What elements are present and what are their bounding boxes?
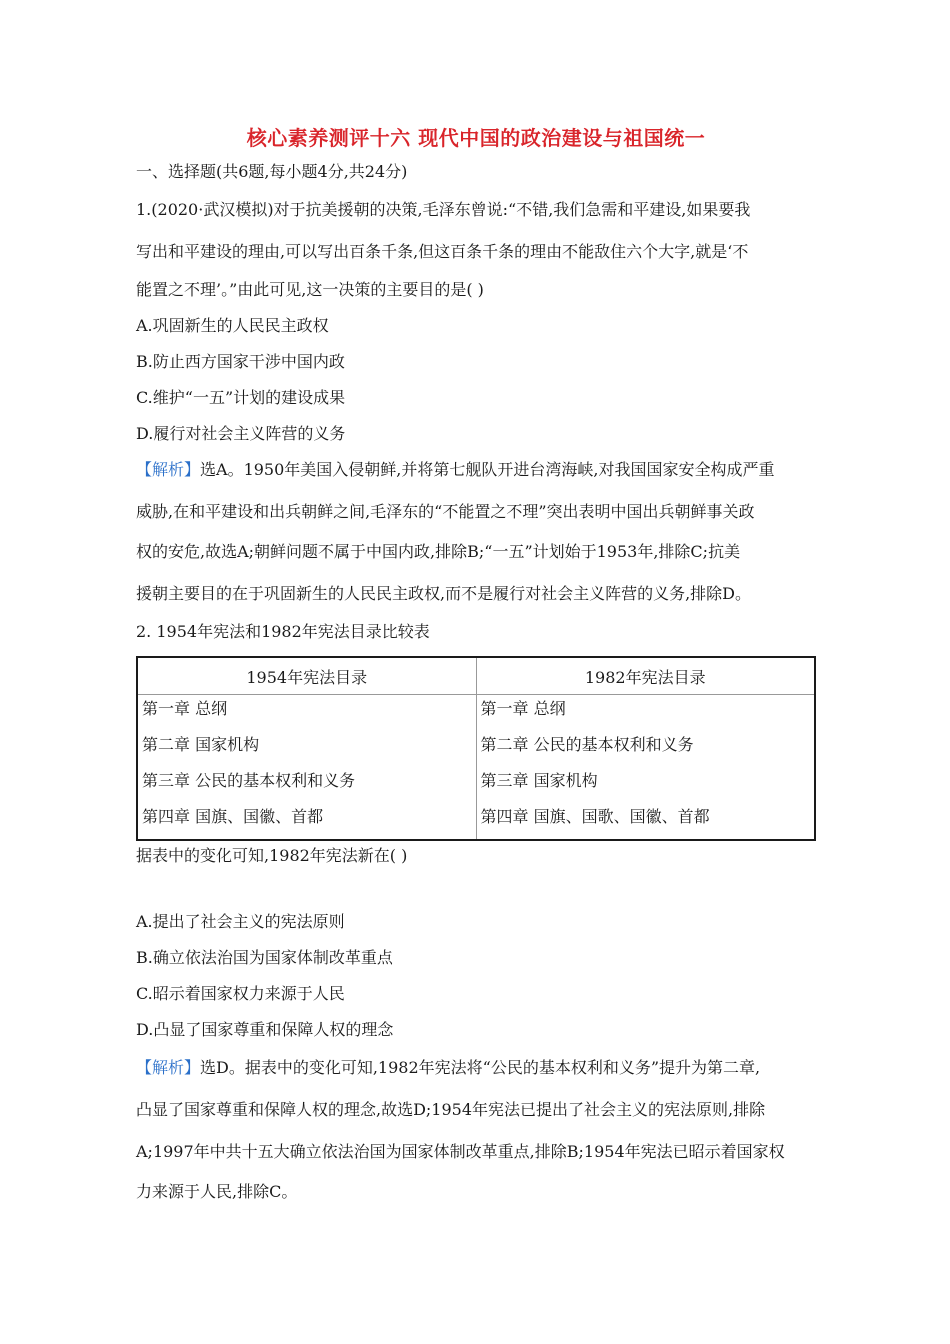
chapter-item: 第三章 国家机构 [480, 771, 598, 790]
q2-option-c: C.昭示着国家权力来源于人民 [136, 984, 345, 1003]
q1-option-c: C.维护“一五”计划的建设成果 [136, 388, 346, 407]
q1-stem-line: 写出和平建设的理由,可以写出百条千条,但这百条千条的理由不能敌住六个大字,就是‘不 [136, 242, 749, 261]
analysis-tag: 【解析】 [136, 460, 201, 479]
table-cell-1954 [137, 695, 476, 841]
table-cell-1982 [476, 695, 815, 841]
q2-option-b: B.确立依法治国为国家体制改革重点 [136, 948, 393, 967]
analysis-text: 选D。据表中的变化可知,1982年宪法将“公民的基本权利和义务”提升为第二章, [200, 1058, 761, 1077]
q2-analysis-line: 力来源于人民,排除C。 [136, 1182, 298, 1201]
q1-analysis-line: 援朝主要目的在于巩固新生的人民民主政权,而不是履行对社会主义阵营的义务,排除D。 [136, 584, 752, 603]
q2-option-a: A.提出了社会主义的宪法原则 [136, 912, 345, 931]
table-row [137, 695, 815, 841]
chapter-item: 第二章 公民的基本权利和义务 [480, 735, 694, 754]
q2-analysis-line: 凸显了国家尊重和保障人权的理念,故选D;1954年宪法已提出了社会主义的宪法原则,排除 [136, 1100, 766, 1119]
chapter-item: 第一章 总纲 [480, 699, 566, 718]
chapter-item: 第四章 国旗、国徽、首都 [142, 807, 324, 826]
q1-stem-line: 1.(2020·武汉模拟)对于抗美援朝的决策,毛泽东曾说:“不错,我们急需和平建设,如果要我 [136, 200, 751, 219]
q1-analysis-line [136, 458, 816, 482]
table-header-row [137, 657, 815, 695]
section-heading: 一、选择题(共6题,每小题4分,共24分) [136, 162, 408, 181]
q2-intro: 2. 1954年宪法和1982年宪法目录比较表 [136, 622, 430, 641]
analysis-tag: 【解析】 [136, 1058, 201, 1077]
q1-analysis-line: 权的安危,故选A;朝鲜问题不属于中国内政,排除B;“一五”计划始于1953年,排除C;抗美 [136, 542, 741, 561]
q2-stem: 据表中的变化可知,1982年宪法新在( ) [136, 846, 408, 865]
table-header-1982: 1982年宪法目录 [476, 657, 815, 695]
q1-stem-line: 能置之不理’。”由此可见,这一决策的主要目的是( ) [136, 280, 484, 299]
q1-option-d: D.履行对社会主义阵营的义务 [136, 424, 346, 443]
q2-analysis-line: A;1997年中共十五大确立依法治国为国家体制改革重点,排除B;1954年宪法已昭示着国家权 [136, 1142, 785, 1161]
q2-analysis-line [136, 1056, 816, 1080]
chapter-item: 第一章 总纲 [142, 699, 228, 718]
analysis-text: 选A。1950年美国入侵朝鲜,并将第七舰队开进台湾海峡,对我国国家安全构成严重 [200, 460, 775, 479]
q1-option-b: B.防止西方国家干涉中国内政 [136, 352, 345, 371]
table-header-1954: 1954年宪法目录 [137, 657, 476, 695]
constitution-comparison-table [136, 656, 816, 841]
page-title: 核心素养测评十六 现代中国的政治建设与祖国统一 [246, 126, 706, 150]
q2-option-d: D.凸显了国家尊重和保障人权的理念 [136, 1020, 394, 1039]
q1-option-a: A.巩固新生的人民民主政权 [136, 316, 329, 335]
q1-analysis-line: 威胁,在和平建设和出兵朝鲜之间,毛泽东的“不能置之不理”突出表明中国出兵朝鲜事关政 [136, 502, 755, 521]
chapter-item: 第二章 国家机构 [142, 735, 260, 754]
chapter-item: 第四章 国旗、国歌、国徽、首都 [480, 807, 710, 826]
chapter-item: 第三章 公民的基本权利和义务 [142, 771, 356, 790]
